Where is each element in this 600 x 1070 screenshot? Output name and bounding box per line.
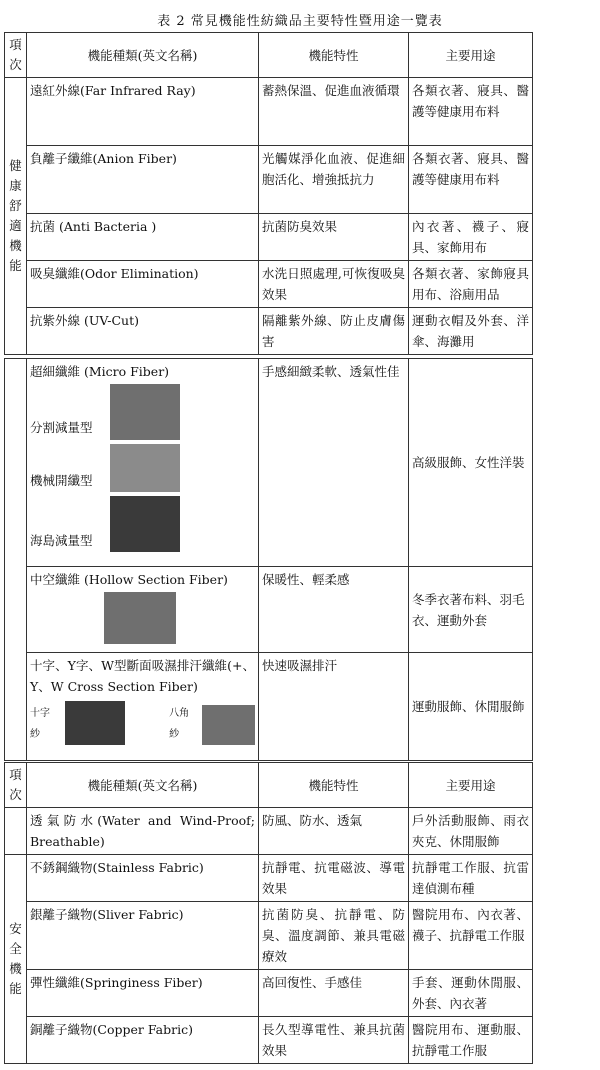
header-type: 機能種類(英文名稱) xyxy=(27,763,259,808)
table-row xyxy=(5,1017,533,1064)
header-feature: 機能特性 xyxy=(259,33,409,78)
category-safety: 安全機能 xyxy=(5,855,27,1064)
cell-feature: 抗靜電、抗電磁波、導電效果 xyxy=(259,855,409,902)
cell-use: 戶外活動服飾、雨衣夾克、休閒服飾 xyxy=(409,808,533,855)
header-item: 項次 xyxy=(5,763,27,808)
cell-use: 醫院用布、運動服、抗靜電工作服 xyxy=(409,1017,533,1064)
cell-feature: 長久型導電性、兼具抗菌效果 xyxy=(259,1017,409,1064)
table-row xyxy=(5,808,533,855)
cell-use: 抗靜電工作服、抗雷達偵測布種 xyxy=(409,855,533,902)
micro-fiber-title: 超細纖維 (Micro Fiber) xyxy=(30,364,170,379)
cell-type: 彈性纖維(Springiness Fiber) xyxy=(27,970,259,1017)
cell-feature: 高回復性、手感佳 xyxy=(259,970,409,1017)
cell-type-cross xyxy=(27,653,259,761)
fiber-table xyxy=(4,358,533,761)
header-row xyxy=(5,763,533,808)
table-row xyxy=(5,653,533,761)
category-health: 健康舒適機能 xyxy=(5,78,27,355)
table-row xyxy=(5,308,533,355)
cell-type-hollow xyxy=(27,567,259,653)
table-row xyxy=(5,359,533,567)
cell-use: 冬季衣著布料、羽毛衣、運動外套 xyxy=(409,567,533,653)
cross-label-2: 八角紗 xyxy=(169,708,190,740)
micro-islands-image xyxy=(110,496,180,552)
cross-yarn-image xyxy=(65,701,125,745)
cell-use: 各類衣著、家飾寢具用布、浴廁用品 xyxy=(409,261,533,308)
safety-table xyxy=(4,762,533,1064)
table-caption: 表 2 常見機能性紡織品主要特性暨用途一覽表 xyxy=(157,14,443,29)
header-feature: 機能特性 xyxy=(259,763,409,808)
micro-sub-2 xyxy=(30,444,255,492)
cell-use: 醫院用布、內衣著、襪子、抗靜電工作服 xyxy=(409,902,533,970)
cell-type: 抗菌 (Anti Bacteria ) xyxy=(27,214,259,261)
cell-type: 負離子纖維(Anion Fiber) xyxy=(27,146,259,214)
cell-use: 各類衣著、寢具、醫護等健康用布料 xyxy=(409,146,533,214)
micro-mechanical-image xyxy=(110,444,180,492)
header-row xyxy=(5,33,533,78)
cell-feature: 蓄熱保溫、促進血液循環 xyxy=(259,78,409,146)
cell-type: 不銹鋼織物(Stainless Fabric) xyxy=(27,855,259,902)
table-row xyxy=(5,567,533,653)
cell-type: 吸臭纖維(Odor Elimination) xyxy=(27,261,259,308)
micro-sub-1-label: 分割減量型 xyxy=(30,419,93,435)
health-table xyxy=(4,32,533,355)
hollow-fiber-image xyxy=(104,592,176,644)
cell-type: 銅離子織物(Copper Fabric) xyxy=(27,1017,259,1064)
cell-feature: 光觸媒淨化血液、促進細胞活化、增強抵抗力 xyxy=(259,146,409,214)
cell-use: 高級服飾、女性洋裝 xyxy=(409,359,533,567)
table-row xyxy=(5,146,533,214)
cell-use: 各類衣著、寢具、醫護等健康用布料 xyxy=(409,78,533,146)
cross-label-1: 十字紗 xyxy=(30,708,50,740)
hollow-image-wrap xyxy=(30,592,255,644)
cell-feature: 水洗日照處理,可恢復吸臭效果 xyxy=(259,261,409,308)
header-item: 項次 xyxy=(5,33,27,78)
cell-type: 抗紫外線 (UV-Cut) xyxy=(27,308,259,355)
cell-feature: 手感細緻柔軟、透氣性佳 xyxy=(259,359,409,567)
micro-sub-2-label: 機械開纖型 xyxy=(30,472,93,488)
category-blank xyxy=(5,359,27,761)
cell-feature: 隔離紫外線、防止皮膚傷害 xyxy=(259,308,409,355)
cell-type-micro xyxy=(27,359,259,567)
micro-split-image xyxy=(110,384,180,440)
cell-use: 手套、運動休閒服、外套、內衣著 xyxy=(409,970,533,1017)
table-row xyxy=(5,855,533,902)
category-blank xyxy=(5,808,27,855)
table-row xyxy=(5,902,533,970)
cell-type: 銀離子織物(Sliver Fabric) xyxy=(27,902,259,970)
cross-images xyxy=(30,701,255,745)
header-use: 主要用途 xyxy=(409,763,533,808)
cell-feature: 保暖性、輕柔感 xyxy=(259,567,409,653)
cell-feature: 防風、防水、透氣 xyxy=(259,808,409,855)
cell-use: 運動服飾、休閒服飾 xyxy=(409,653,533,761)
header-use: 主要用途 xyxy=(409,33,533,78)
octagon-yarn-image xyxy=(202,705,255,745)
cell-type: 透氣防水(Water and Wind-Proof; Breathable) xyxy=(27,808,259,855)
cross-fiber-title: 十字、Y字、W型斷面吸濕排汗纖維(+、 Y、W Cross Section Fiber) xyxy=(30,658,255,694)
micro-sub-3-label: 海島減量型 xyxy=(30,532,93,548)
cell-feature: 快速吸濕排汗 xyxy=(259,653,409,761)
table-row xyxy=(5,970,533,1017)
cell-feature: 抗菌防臭、抗靜電、防臭、溫度調節、兼具電磁療效 xyxy=(259,902,409,970)
cell-type: 遠紅外線(Far Infrared Ray) xyxy=(27,78,259,146)
cell-use: 運動衣帽及外套、洋傘、海灘用 xyxy=(409,308,533,355)
micro-sub-1 xyxy=(30,384,255,440)
hollow-fiber-title: 中空纖維 (Hollow Section Fiber) xyxy=(30,572,228,587)
micro-sub-3 xyxy=(30,496,255,552)
header-type: 機能種類(英文名稱) xyxy=(27,33,259,78)
cell-feature: 抗菌防臭效果 xyxy=(259,214,409,261)
table-row xyxy=(5,261,533,308)
table-row xyxy=(5,78,533,146)
cell-use: 內衣著、襪子、寢具、家飾用布 xyxy=(409,214,533,261)
table-row xyxy=(5,214,533,261)
